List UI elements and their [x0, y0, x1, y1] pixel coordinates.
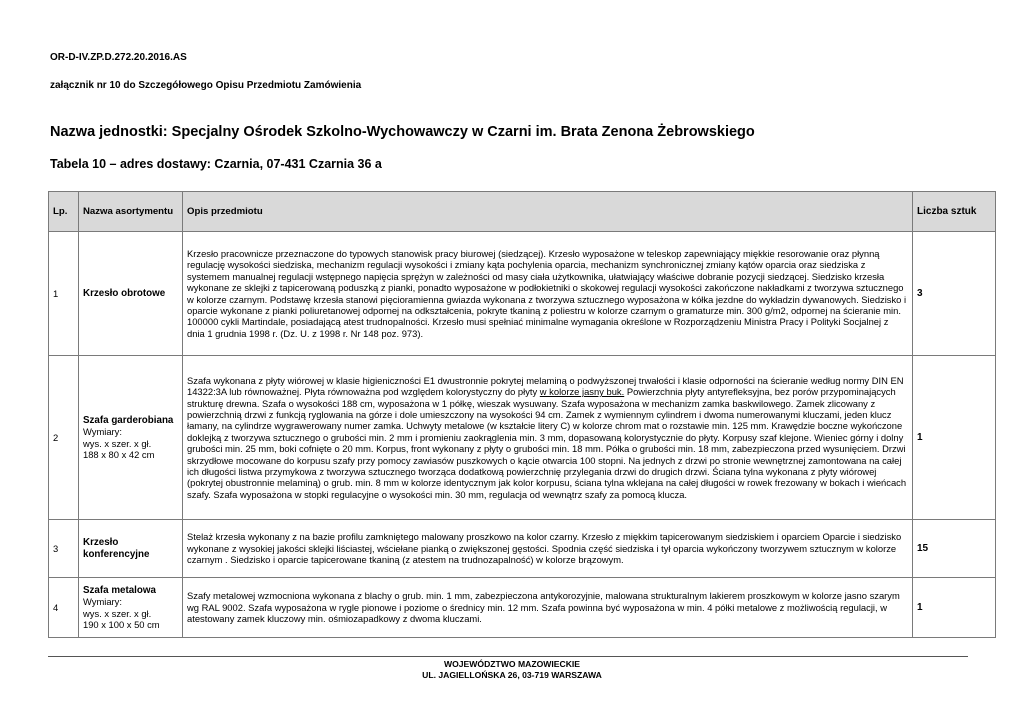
- table-header-row: [49, 192, 996, 232]
- description-underlined-color: w kolorze jasny buk.: [539, 386, 625, 398]
- reference-number: OR-D-IV.ZP.D.272.20.2016.AS: [50, 52, 187, 63]
- row-number: 4: [49, 578, 79, 638]
- items-table: [48, 191, 996, 638]
- footer-organization: WOJEWÓDZTWO MAZOWIECKIE: [443, 659, 581, 669]
- annex-note: załącznik nr 10 do Szczegółowego Opisu Przedmiotu Zamówienia: [50, 80, 362, 91]
- table-row: [49, 520, 996, 578]
- item-dimensions-label: Wymiary:: [83, 596, 122, 608]
- column-header-name: Nazwa asortymentu: [79, 192, 183, 232]
- row-number: 2: [49, 356, 79, 520]
- footer-address: UL. JAGIELLOŃSKA 26, 03-719 WARSZAWA: [422, 670, 602, 680]
- item-name-cell: [79, 520, 183, 578]
- item-quantity: 3: [913, 232, 996, 356]
- table-row: [49, 578, 996, 638]
- column-header-description: Opis przedmiotu: [183, 192, 913, 232]
- unit-name-heading: Nazwa jednostki: Specjalny Ośrodek Szkolno-Wychowawczy w Czarni im. Brata Zenona Żebrowskiego: [50, 124, 755, 140]
- column-header-lp: Lp.: [49, 192, 79, 232]
- item-description: Szafy metalowej wzmocniona wykonana z blachy o grub. min. 1 mm, zabezpieczona antykorozyjnie, malowana strukturalnym lakierem proszkowym w kolorze jasno szarym wg RAL 9002. Szafa wyposażona w rygle pionowe i poziome o średnicy min. 12 mm. Szafa powinna być wyposażona w min. 4 półki metalowe z możliwością regulacji, w atestowany zamek kluczowy min. ośmiozapadkowy z dwoma kluczami.: [183, 578, 913, 638]
- description-part: Powierzchnia płyty antyrefleksyjna, bez porów przypominających strukturę drewna. Szafa o wysokości 188 cm, wyposażona w 1 półkę, wieszak wysuwany. Szafa wyposażona w mechanizm zamka baskwilowego. Zamek zlicowany z powierzchnią drzwi z funkcją ryglowania na górze i dole umieszczony na wysokości 94 cm. Zamek z wymiennym cylindrem i dwoma numerowanymi kluczami, jeden klucz łamany, na cylindrze wygrawerowany numer zamka. Uchwyty metalowe (w kształcie litery C) w kolorze chrom mat o rozstawie min. 125 mm. Krawędzie boczne wykończone doklejką z tworzywa sztucznego o grubości min. 2 mm i promieniu zaokrąglenia min. 3 mm, dopasowaną kolorystycznie do płyty. Korpusy szaf klejone. Wieniec górny i dolny grubości min. 25 mm, boki cofnięte o 20 mm. Korpus, front wykonany z płyty o grubości min. 18 mm. Półka o grubości min. 18 mm, zabezpieczona przed wysunięciem. Drzwi skrzydłowe mocowane do korpusu szafy przy pomocy zawiasów puszkowych o kącie otwarcia 100 stopni. Na jednych z drzwi po stronie wewnętrznej zamontowana na całej ich długości listwa przymykowa z tworzywa sztucznego tworząca dodatkową powierzchnię przylegania drzwi do drugich drzwi. Ściana tylna wykonana z płyty wiórowej (pokrytej obustronnie melaminą) o grub. min. 8 mm w kolorze identycznym jak kolor korpusu, ściana tylna wklejana na całej długości w rowek frezowany w bokach i wieńcach szafy. Szafa wyposażona w stopki regulacyjne o wysokości min. 30 mm, regulacja od wewnątrz szafy za pomocą klucza.: [187, 386, 907, 500]
- item-quantity: 1: [913, 578, 996, 638]
- item-quantity: 1: [913, 356, 996, 520]
- item-name: Krzesło konferencyjne: [83, 537, 150, 560]
- item-description: Stelaż krzesła wykonany z na bazie profilu zamkniętego malowany proszkowo na kolor czarny. Krzesło z miękkim tapicerowanym siedziskiem i oparciem Oparcie i siedzisko wykonane z wysokiej jakości sklejki liściastej, wściełane pianką o zwiększonej gęstości. Spodnia część siedziska i tył oparcia wykończony tworzywem sztucznym w kolorze czarnym . Siedzisko i oparcie tapicerowane tkaniną (z atestem na trudnozapalność) w kolorze brązowym.: [183, 520, 913, 578]
- column-header-quantity: Liczba sztuk: [913, 192, 996, 232]
- item-name: Szafa garderobiana: [83, 414, 174, 426]
- item-name-cell: [79, 232, 183, 356]
- item-name: Szafa metalowa: [83, 584, 156, 596]
- item-dimensions-value: 188 x 80 x 42 cm: [83, 448, 155, 460]
- description-part: Szafa wykonana z płyty wiórowej w klasie higieniczności E1 dwustronnie pokrytej melaminą o podwyższonej trwałości i klasie odporności na ścieranie według normy DIN EN 14322:3A lub równoważnej. Płyta równoważna pod względem kolorystyczny do płyty: [187, 374, 904, 398]
- item-description: Krzesło pracownicze przeznaczone do typowych stanowisk pracy biurowej (siedzącej). Krzesło wyposażone w teleskop zapewniający miękkie resorowanie oraz płynną regulację wysokości siedziska, mechanizm regulacji wysokości i zmiany kąta pochylenia oparcia, mechanizm synchronicznej zmiany kątów oparcia oraz siedziska z systemem manualnej regulacji wstępnego napięcia sprężyn w zależności od masy ciała użytkownika, ułatwiający właściwe dobranie pozycji siedzącej. Siedzisko krzesła wykonane ze sklejki z tapicerowaną poduszką z pianki, ponadto wyposażone w podłokietniki o skokowej regulacji wysokości zakończone nakładkami z tworzywa sztucznego w kolorze czarnym. Podstawę krzesła stanowi pięcioramienna gwiazda wykonana z tworzywa sztucznego wyposażona w kółka jezdne do wykładzin dywanowych. Siedzisko i oparcie wykonane z pianki poliuretanowej odpornej na odkształcenia, pokryte tkaniną z poliestru w kolorze czarnym o gramaturze min. 300 g/m2, odpornej na ścieranie min. 100000 cykli Martindale, posiadającą atest trudnopalności. Krzesło musi spełniać minimalne wymagania określone w Rozporządzeniu Ministra Pracy i Polityki Socjalnej z dnia 1 grudnia 1998 r. (Dz. U. z 1998 r. Nr 148 poz. 973).: [183, 232, 913, 356]
- item-name-cell: [79, 578, 183, 638]
- table-row: [49, 232, 996, 356]
- footer-divider: [48, 656, 968, 657]
- item-dimensions-value: 190 x 100 x 50 cm: [83, 618, 160, 630]
- item-quantity: 15: [913, 520, 996, 578]
- row-number: 3: [49, 520, 79, 578]
- item-dimensions-format: wys. x szer. x gł.: [83, 607, 152, 619]
- item-name-cell: [79, 356, 183, 520]
- item-dimensions-label: Wymiary:: [83, 426, 122, 438]
- item-name: Krzesło obrotowe: [83, 287, 166, 299]
- table-row: [49, 356, 996, 520]
- table-title: Tabela 10 – adres dostawy: Czarnia, 07-431 Czarnia 36 a: [50, 157, 382, 171]
- item-dimensions-format: wys. x szer. x gł.: [83, 437, 152, 449]
- item-description: [183, 356, 913, 520]
- row-number: 1: [49, 232, 79, 356]
